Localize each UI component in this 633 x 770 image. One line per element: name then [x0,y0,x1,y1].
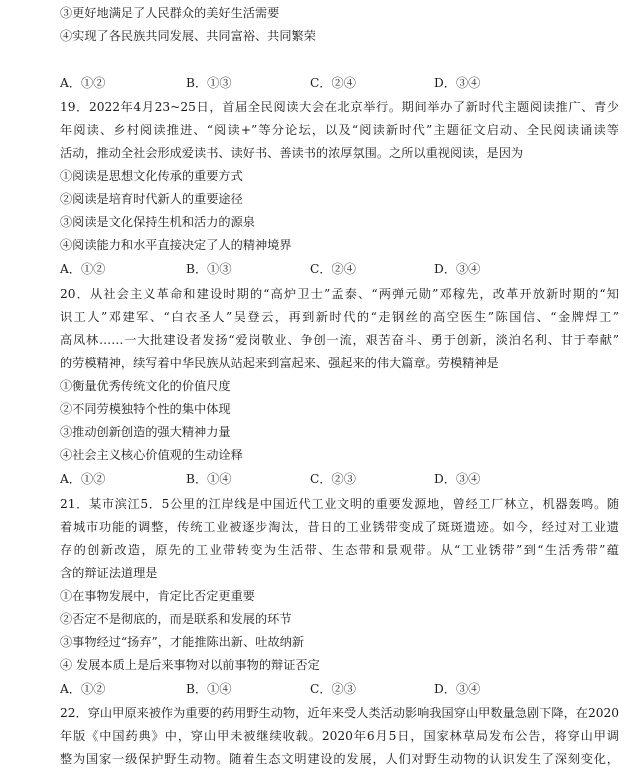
q20-stem-line-3: 高凤林……一大批建设者发扬“爱岗敬业、争创一流，艰苦奋斗、勇于创新，淡泊名利、甘于奉献” [60,333,619,347]
q21-option-a: A．①② [60,682,106,696]
q22-stem-line-2: 年版《中国药典》中，穿山甲未被继续收载。2020年6月5日，国家林草局发布公告，将穿山甲调 [60,729,619,743]
q21-stem-line-1: 21．某市滨江5．5公里的江岸线是中国近代工业文明的重要发源地，曾经工厂林立，机器轰鸣。随 [60,497,619,511]
q19-option-b: B．①③ [186,262,232,276]
q21-option-d: D．③④ [434,682,481,696]
q19-stem-line-1: 19．2022年4月23~25日，首届全民阅读大会在北京举行。期间举办了新时代主题阅读推广、青少 [60,100,619,114]
q20-option-a: A．①② [60,472,106,486]
q21-stem-line-4: 含的辩证法道理是 [60,566,158,580]
q21-stem-line-3: 存的创新改造，原先的工业带转变为生活带、生态带和景观带。从“工业锈带”到“生活秀带”蕴 [60,543,619,557]
q20-statement-3: ③推动创新创造的强大精神力量 [60,425,231,439]
q20-option-d: D．③④ [434,472,481,486]
q21-statement-3: ③事物经过“扬弃”，才能推陈出新、吐故纳新 [60,635,305,649]
q19-option-c: C．②④ [310,262,356,276]
q18-option-a: A．①② [60,76,106,90]
q19-options [60,260,580,278]
q21-statement-2: ②否定不是彻底的，而是联系和发展的环节 [60,612,292,626]
q19-stem-line-3: 活动，推动全社会形成爱读书、读好书、善读书的浓厚氛围。之所以重视阅读，是因为 [60,146,524,160]
q21-option-b: B．①④ [186,682,232,696]
q19-option-d: D．③④ [434,262,481,276]
q22-stem-line-3: 整为国家一级保护野生动物。随着生态文明建设的发展，人们对野生动物的认识发生了深刻变化， [60,752,619,766]
q18-option-b: B．①③ [186,76,232,90]
q22-stem-line-1: 22．穿山甲原来被作为重要的药用野生动物，近年来受人类活动影响我国穿山甲数量急剧下降，在2020 [60,706,619,720]
q18-statement-4 [60,50,619,68]
q18-options [60,74,580,92]
q19-statement-3: ③阅读是文化保持生机和活力的源泉 [60,215,255,229]
q19-statement-1: ①阅读是思想文化传承的重要方式 [60,169,243,183]
q18-statement-2: ③更好地满足了人民群众的美好生活需要 [60,6,280,20]
q20-statement-4: ④社会主义核心价值观的生动诠释 [60,448,243,462]
q21-statement-1: ①在事物发展中，肯定比否定更重要 [60,589,255,603]
q20-statement-1: ①衡量优秀传统文化的价值尺度 [60,379,231,393]
q20-stem-line-1: 20．从社会主义革命和建设时期的“高炉卫士”孟泰、“两弹元勋”邓稼先，改革开放新时期的“知 [60,287,619,301]
q19-statement-4: ④阅读能力和水平直接决定了人的精神境界 [60,238,292,252]
q20-option-c: C．②③ [310,472,356,486]
q21-options [60,680,580,698]
q21-option-c: C．②③ [310,682,356,696]
q18-option-d: D．③④ [434,76,481,90]
q21-statement-4: ④ 发展本质上是后来事物对以前事物的辩证否定 [60,658,320,672]
q18-statement-3: ④实现了各民族共同发展、共同富裕、共同繁荣 [60,29,316,43]
q19-statement-2: ②阅读是培育时代新人的重要途径 [60,192,243,206]
q18-option-c: C．②④ [310,76,356,90]
q21-stem-line-2: 着城市功能的调整，传统工业被逐步淘汰，昔日的工业锈带变成了斑斑遗迹。如今，经过对工业遗 [60,520,619,534]
q20-stem-line-4: 的劳模精神，续写着中华民族从站起来到富起来、强起来的伟大篇章。劳模精神是 [60,356,499,370]
q19-stem-line-2: 年阅读、乡村阅读推进、“阅读+”等分论坛，以及“阅读新时代”主题征文启动、全民阅读诵读等 [60,123,619,137]
q19-option-a: A．①② [60,262,106,276]
q20-statement-2: ②不同劳模独特个性的集中体现 [60,402,231,416]
q20-option-b: B．①④ [186,472,232,486]
q20-options [60,470,580,488]
q20-stem-line-2: 识工人”邓建军、“白衣圣人”吴登云，再到新时代的“走钢丝的高空医生”陈国信、“金牌焊工” [60,310,619,324]
